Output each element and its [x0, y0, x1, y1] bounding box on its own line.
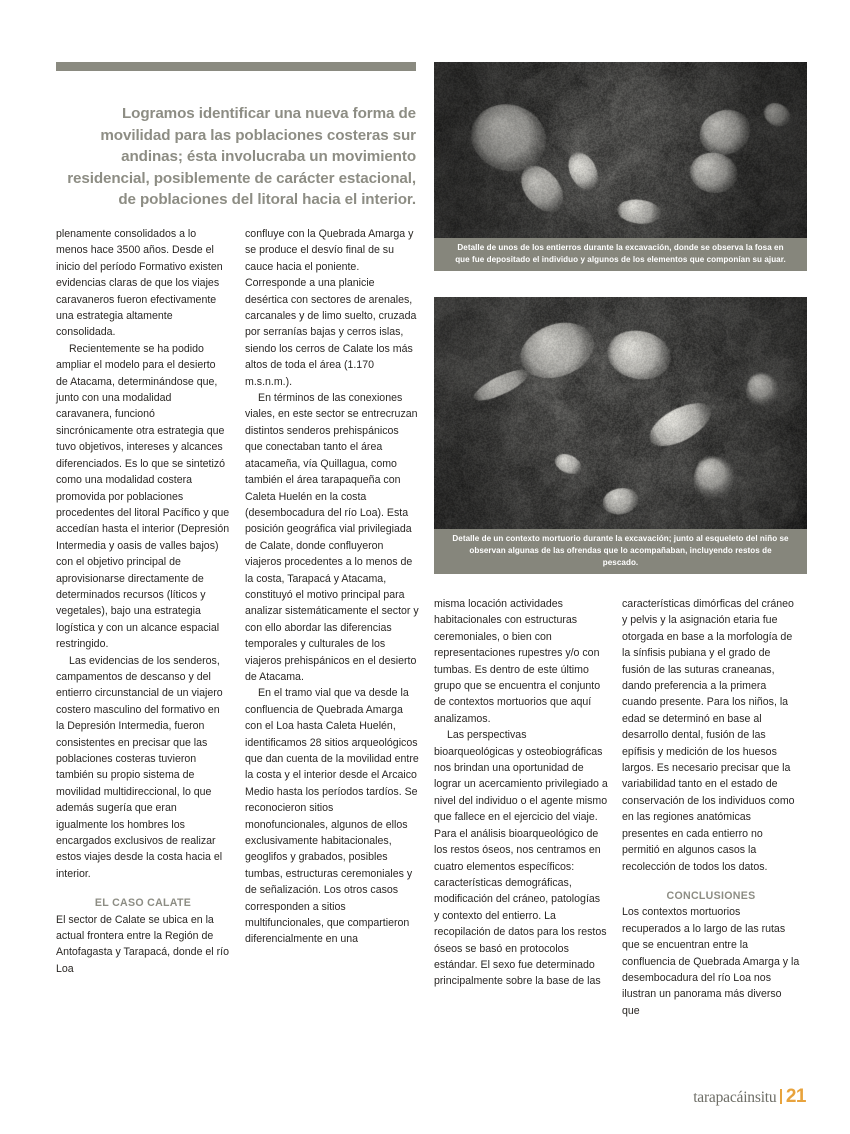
body-paragraph: Las evidencias de los senderos, campamentos de descanso y del entierro circunstancial de un viajero costero masculino del formativo en la Depresión Intermedia, fueron consistentes en precisar que las poblaciones costeras tuvieron también su propio sistema de movilidad multidireccional, lo que además sugería que eran igualmente los hombres los encargados exclusivos de realizar estos viajes desde la costa hacia el interior.	[56, 654, 223, 880]
text-column-1	[56, 226, 230, 977]
excavation-burial-photo	[434, 62, 807, 238]
header-rule	[56, 62, 416, 71]
text-column-3	[434, 596, 608, 990]
mortuary-context-image	[434, 297, 807, 529]
body-paragraph: plenamente consolidados a lo menos hace 3500 años. Desde el inicio del período Formativo existen evidencias claras de que los viajes caravaneros fueron efectivamente una estrategia altamente consolidada.	[56, 228, 223, 339]
body-paragraph: El sector de Calate se ubica en la actual frontera entre la Región de Antofagasta y Tarapacá, donde el río Loa	[56, 913, 229, 975]
page-footer	[693, 1086, 806, 1108]
section-heading: CONCLUSIONES	[666, 889, 756, 902]
text-column-2	[245, 226, 419, 948]
body-paragraph: Los contextos mortuorios recuperados a lo largo de las rutas que se encuentran entre la confluencia de Quebrada Amarga y la desembocadura del río Loa nos ilustran un panorama más diverso que	[622, 906, 800, 1017]
section-heading: EL CASO CALATE	[94, 897, 192, 910]
figure-caption-1: Detalle de unos de los entierros durante la excavación, donde se observa la fosa en que fue depositado el individuo y algunos de los elementos que componían su ajuar.	[434, 238, 807, 271]
excavation-burial-image	[434, 62, 807, 238]
footer-divider	[780, 1089, 781, 1104]
text-column-4	[622, 596, 800, 1019]
body-paragraph: En el tramo vial que va desde la confluencia de Quebrada Amarga con el Loa hasta Caleta Huelén, identificamos 28 sitios arqueológicos que dan cuenta de la movilidad entre la costa y el interior desde el Arcaico Medio hasta los períodos tardíos. Se reconocieron sitios monofuncionales, algunos de ellos exclusivamente habitacionales, geoglifos y grabados, posibles tumbas, estructuras ceremoniales y de señalización. Los otros casos corresponden a sitios multifuncionales, que compartieron diferencialmente en una	[245, 687, 419, 946]
pull-quote: Logramos identificar una nueva forma de movilidad para las poblaciones costeras sur andinas; ésta involucraba un movimiento residencial, posiblemente de carácter estacional, de poblaciones del litoral hacia el interior.	[67, 105, 416, 209]
mortuary-context-photo	[434, 297, 807, 529]
body-paragraph: En términos de las conexiones viales, en este sector se entrecruzan distintos senderos prehispánicos que conectaban tanto el área atacameña, vía Quillagua, como también el área tarapaqueña con Caleta Huelén en la costa (desembocadura del río Loa). Esta posición geográfica vial privilegiada de Calate, donde confluyeron viajeros procedentes a lo menos de la costa, Tarapacá y Atacama, constituyó el motivo principal para analizar sistemáticamente el sector y con ello abordar las diferencias temporales y culturales de los viajeros prehispánicos en el desierto de Atacama.	[245, 392, 419, 683]
footer-brand: tarapacáinsitu	[693, 1089, 777, 1106]
body-paragraph: Las perspectivas bioarqueológicas y osteobiográficas nos brindan una oportunidad de lograr un acercamiento privilegiado a nivel del individuo o el agente mismo que fallece en el ejercicio del viaje. Para el análisis bioarqueológico de los restos óseos, nos centramos en cuatro elementos específicos: características demográficas, modificación del cráneo, patologías y contexto del entierro. La recopilación de datos para los restos óseos se basó en protocolos estándar. El sexo fue determinado principalmente sobre la base de las	[434, 729, 608, 988]
body-paragraph: Recientemente se ha podido ampliar el modelo para el desierto de Atacama, determinándose que, junto con una modalidad caravanera, funcionó sincrónicamente otra estrategia que tuvo objetivos, intereses y alcances diferenciados. Es lo que se sintetizó como una modalidad costera promovida por poblaciones procedentes del litoral Pacífico y que accedían hasta el interior (Depresión Intermedia y oasis de valles bajos) con el objetivo principal de aprovisionarse directamente de determinados recursos (líticos y vegetales), bajo una estrategia logística y con un alcance espacial restringido.	[56, 342, 230, 651]
page-number: 21	[785, 1086, 806, 1107]
body-paragraph: características dimórficas del cráneo y pelvis y la asignación etaria fue otorgada en base a la morfología de la sínfisis pubiana y el grado de fusión de las suturas craneanas, dando preferencia a la primera cuando presente. Para los niños, la edad se determinó en base al desarrollo dental, fusión de las epífisis y medición de los huesos largos. Es necesario precisar que la variabilidad tanto en el estado de conservación de los individuos como en las regiones anatómicas presentes en cada entierro no permitió en algunos casos la recolección de todos los datos.	[622, 598, 795, 873]
figure-caption-2: Detalle de un contexto mortuorio durante la excavación; junto al esqueleto del niño se observan algunas de las ofrendas que lo acompañaban, incluyendo restos de pescado.	[434, 529, 807, 574]
body-paragraph: confluye con la Quebrada Amarga y se produce el desvío final de su cauce hacia el poniente. Corresponde a una planicie desértica con sectores de arenales, carcanales y de limo suelto, cruzada por serranías bajas y cerros islas, siendo los cerros de Calate los más altos de toda el área (1.170 m.s.n.m.).	[245, 228, 417, 388]
body-paragraph: misma locación actividades habitacionales con estructuras ceremoniales, o bien con representaciones rupestres y/o con tumbas. Es dentro de este último grupo que se encuentra el conjunto de contextos mortuorios que aquí analizamos.	[434, 598, 601, 725]
